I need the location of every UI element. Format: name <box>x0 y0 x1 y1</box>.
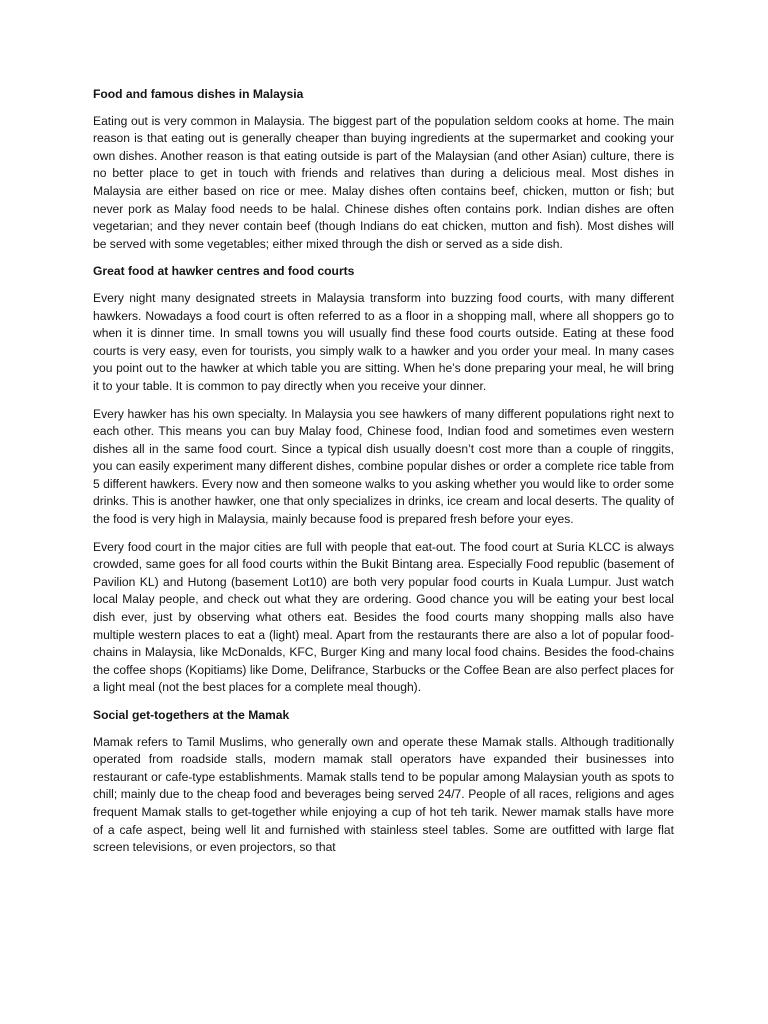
paragraph-food-courts-intro: Every night many designated streets in Malaysia transform into buzzing food courts, with many different hawkers. Nowadays a food court is often referred to as a floor in a shopping mall, where all shoppers go to when it is dinner time. In small towns you will usually find these food courts outside. Eating at these food courts is very easy, even for tourists, you simply walk to a hawker and you order your meal. In many cases you point out to the hawker at which table you are sitting. When he’s done preparing your meal, he will bring it to your table. It is common to pay directly when you receive your dinner. <box>93 290 674 393</box>
document-title: Food and famous dishes in Malaysia <box>93 87 304 101</box>
paragraph-mamak: Mamak refers to Tamil Muslims, who generally own and operate these Mamak stalls. Although traditionally operated from roadside stalls, modern mamak stall operators have expanded their businesses into restaurant or cafe-type establishments. Mamak stalls tend to be popular among Malaysian youth as spots to chill; mainly due to the cheap food and beverages being served 24/7. People of all races, religions and ages frequent Mamak stalls to get-together while enjoying a cup of hot teh tarik. Newer mamak stalls have more of a cafe aspect, being well lit and furnished with stainless steel tables. Some are outfitted with large flat screen televisions, or even projectors, so that <box>93 734 674 855</box>
section-heading-food-courts: Great food at hawker centres and food courts <box>93 264 355 279</box>
paragraph-hawker-specialties: Every hawker has his own specialty. In Malaysia you see hawkers of many different populations right next to each other. This means you can buy Malay food, Chinese food, Indian food and sometimes even western dishes all in the same food court. Since a typical dish usually doesn’t cost more than a couple of ringgits, you can easily experiment many different dishes, combine popular dishes or order a complete rice table from 5 different hawkers. Every now and then someone walks to you asking whether you would like to order some drinks. This is another hawker, one that only specializes in drinks, ice cream and local deserts. The quality of the food is very high in Malaysia, mainly because food is prepared fresh before your eyes. <box>93 406 674 527</box>
paragraph-city-food-courts: Every food court in the major cities are full with people that eat-out. The food court at Suria KLCC is always crowded, same goes for all food courts within the Bukit Bintang area. Especially Food republic (basement of Pavilion KL) and Hutong (basement Lot10) are both very popular food courts in Kuala Lumpur. Just watch local Malay people, and check out what they are ordering. Good chance you will be eating your best local dish ever, just by observing what others eat. Besides the food courts many shopping malls also have multiple western places to eat a (light) meal. Apart from the restaurants there are also a lot of popular food-chains in Malaysia, like McDonalds, KFC, Burger King and many local food chains. Besides the food-chains the coffee shops (Kopitiams) like Dome, Delifrance, Starbucks or the Coffee Bean are also perfect places for a light meal (not the best places for a complete meal though). <box>93 539 674 695</box>
section-heading-mamak: Social get-togethers at the Mamak <box>93 708 290 722</box>
paragraph-food-overview: Eating out is very common in Malaysia. The biggest part of the population seldom cooks at home. The main reason is that eating out is generally cheaper than buying ingredients at the supermarket and cooking your own dishes. Another reason is that eating outside is part of the Malaysian (and other Asian) culture, there is no better place to get in touch with friends and relatives than during a delicious meal. Most dishes in Malaysia are either based on rice or mee. Malay dishes often contains beef, chicken, mutton or fish; but never pork as Malay food needs to be halal. Chinese dishes often contains pork. Indian dishes are often vegetarian; and they never contain beef (though Indians do eat chicken, mutton and fish). Most dishes will be served with some vegetables; either mixed through the dish or served as a side dish. <box>93 113 674 251</box>
